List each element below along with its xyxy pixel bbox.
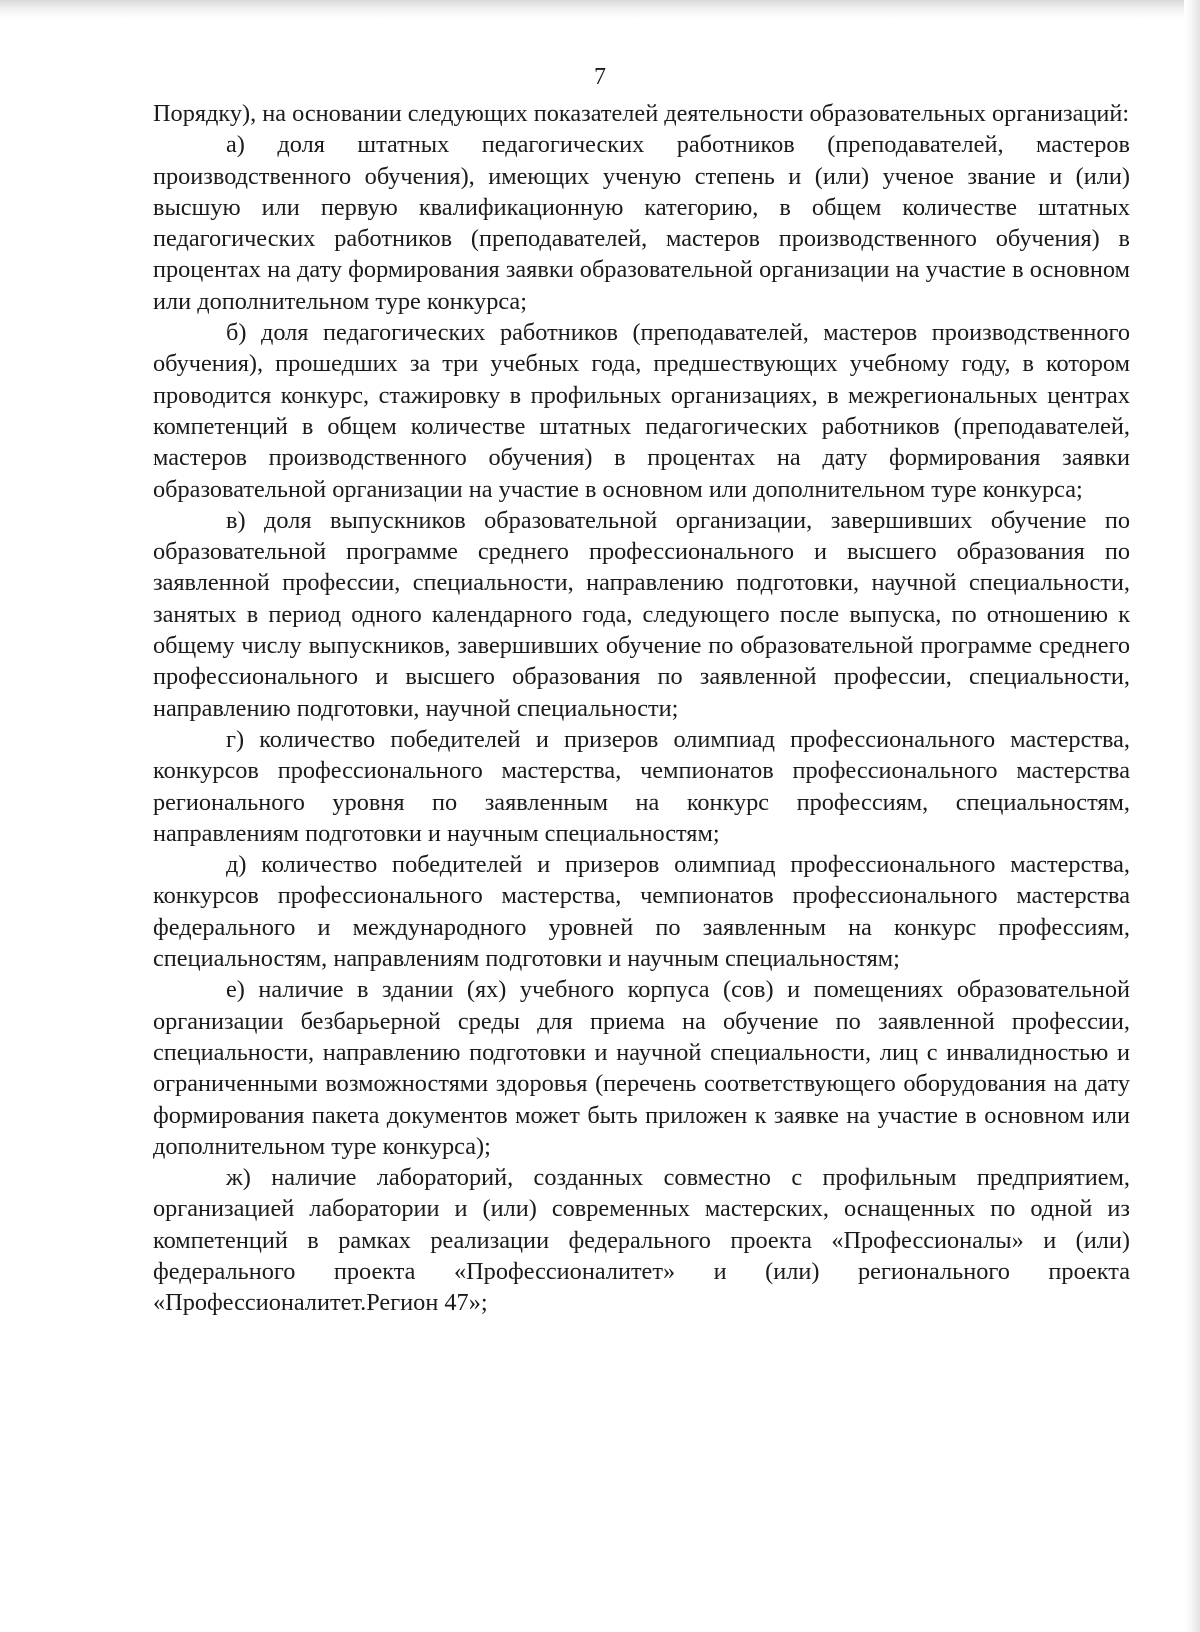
list-item-e: е) наличие в здании (ях) учебного корпуса (сов) и помещениях образовательной организации безбарьерной среды для приема на обучение по заявленной профессии, специальности, направлению подготовки и научной специальности, лиц с инвалидностью и ограниченными возможностями здоровья (перечень соответствующего оборудования на дату формирования пакета документов может быть приложен к заявке на участие в основном или дополнительном туре конкурса); [153,976,1130,1160]
scan-edge-right [1184,0,1200,1632]
scan-edge-top [0,0,1200,18]
document-body [153,98,1130,1319]
page-number: 7 [594,64,606,90]
list-item-d: д) количество победителей и призеров олимпиад профессионального мастерства, конкурсов профессионального мастерства, чемпионатов профессионального мастерства федерального и международного уровней по заявленным на конкурс профессиям, специальностям, направлениям подготовки и научным специальностям; [153,851,1130,973]
list-item-g: г) количество победителей и призеров олимпиад профессионального мастерства, конкурсов профессионального мастерства, чемпионатов профессионального мастерства регионального уровня по заявленным на конкурс профессиям, специальностям, направлениям подготовки и научным специальностям; [153,725,1130,847]
list-item-v: в) доля выпускников образовательной организации, завершивших обучение по образовательной программе среднего профессионального и высшего образования по заявленной профессии, специальности, направлению подготовки, научной специальности, занятых в период одного календарного года, следующего после выпуска, по отношению к общему числу выпускников, завершивших обучение по образовательной программе среднего профессионального и высшего образования по заявленной профессии, специальности, направлению подготовки, научной специальности; [153,506,1130,722]
list-item-a: а) доля штатных педагогических работников (преподавателей, мастеров производственного обучения), имеющих ученую степень и (или) ученое звание и (или) высшую или первую квалификационную категорию, в общем количестве штатных педагогических работников (преподавателей, мастеров производственного обучения) в процентах на дату формирования заявки образовательной организации на участие в основном или дополнительном туре конкурса; [153,131,1130,315]
list-item-b: б) доля педагогических работников (преподавателей, мастеров производственного обучения), прошедших за три учебных года, предшествующих учебному году, в котором проводится конкурс, стажировку в профильных организациях, в межрегиональных центрах компетенций в общем количестве штатных педагогических работников (преподавателей, мастеров производственного обучения) в процентах на дату формирования заявки образовательной организации на участие в основном или дополнительном туре конкурса; [153,319,1130,503]
list-item-zh: ж) наличие лабораторий, созданных совместно с профильным предприятием, организацией лаборатории и (или) современных мастерских, оснащенных по одной из компетенций в рамках реализации федерального проекта «Профессионалы» и (или) федерального проекта «Профессионалитет» и (или) регионального проекта «Профессионалитет.Регион 47»; [153,1164,1130,1317]
intro-paragraph: Порядку), на основании следующих показателей деятельности образовательных организаций: [153,100,1130,127]
